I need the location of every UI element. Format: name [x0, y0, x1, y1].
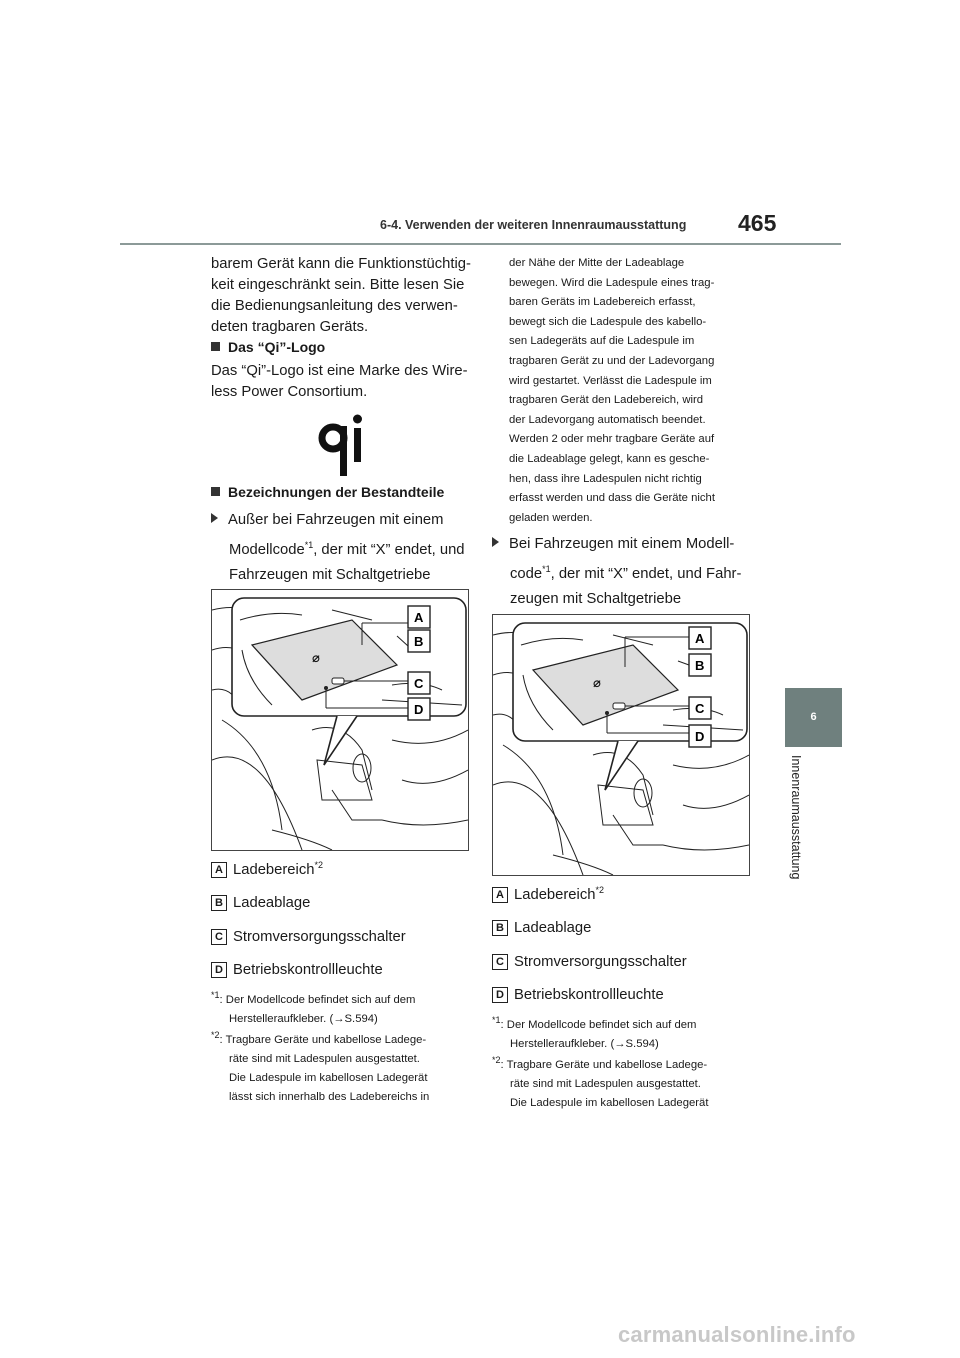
sub-heading-right: Bei Fahrzeugen mit einem Modell- code$^{*1}$, der mit “X” endet, und Fahr- zeugen mit Schaltgetriebe — [492, 532, 752, 612]
svg-text:⌀: ⌀ — [312, 651, 320, 666]
legend-item-c: C Stromversorgungsschalter — [211, 929, 406, 945]
footnote-1: $^{*1}$: Der Modellcode befindet sich auf dem Herstelleraufkleber. (→S.594) — [492, 1015, 697, 1050]
watermark: carmanualsonline.info — [618, 1322, 856, 1347]
chapter-tab: 6 — [785, 688, 842, 747]
square-bullet-icon — [211, 487, 220, 496]
callout-a: A — [414, 610, 424, 625]
qi-logo-icon — [316, 412, 372, 478]
callout-b: B — [414, 634, 424, 649]
legend-item-a: A Ladebereich$^{*2}$ — [492, 885, 604, 903]
header-divider — [120, 243, 841, 245]
triangle-bullet-icon — [492, 537, 499, 547]
qi-paragraph: Das “Qi”-Logo ist eine Marke des Wire- less Power Consortium. — [211, 363, 468, 400]
section-title: 6-4. Verwenden der weiteren Innenraumausstattung — [380, 218, 687, 232]
square-bullet-icon — [211, 342, 220, 351]
qi-heading: Das “Qi”-Logo — [211, 339, 325, 355]
console-illustration-left — [211, 589, 469, 851]
legend-item-c: C Stromversorgungsschalter — [492, 954, 687, 970]
triangle-bullet-icon — [211, 513, 218, 523]
page-number: 465 — [738, 210, 777, 236]
legend-item-b: B Ladeablage — [492, 920, 591, 936]
footnote-2: $^{*2}$: Tragbare Geräte und kabellose Ladege- räte sind mit Ladespulen ausgestattet. Die Ladespule im kabellosen Ladegerät — [492, 1055, 709, 1109]
legend-item-d: D Betriebskontrollleuchte — [492, 987, 664, 1003]
parts-heading: Bezeichnungen der Bestandteile — [211, 484, 444, 500]
footnote-2: $^{*2}$: Tragbare Geräte und kabellose Ladege- räte sind mit Ladespulen ausgestattet. Die Ladespule im kabellosen Ladegerät lässt sich innerhalb des Ladebereichs in — [211, 1030, 430, 1103]
callout-d: D — [414, 702, 424, 717]
legend-item-d: D Betriebskontrollleuchte — [211, 962, 383, 978]
svg-text:⌀: ⌀ — [593, 676, 601, 691]
intro-paragraph: barem Gerät kann die Funktionstüchtig- keit eingeschränkt sein. Bitte lesen Sie die Bedienungsanleitung des verwen- deten tragbaren Geräts. — [211, 256, 471, 335]
legend-item-b: B Ladeablage — [211, 895, 310, 911]
console-illustration-right — [492, 614, 750, 876]
callout-c: C — [414, 676, 424, 691]
chapter-label: Innenraumausstattung — [789, 755, 803, 880]
continuation-paragraph: der Nähe der Mitte der Ladeablage bewegen. Wird die Ladespule eines trag- baren Geräts im Ladebereich erfasst, bewegt sich die Ladespule des kabello- sen Ladegeräts auf die Ladespule im tragbaren Gerät zu und der Ladevorgang wird gestartet. Verlässt die Ladespule im tragbaren Gerät den Ladebereich, wird der Ladevorgang automatisch beendet. Werden 2 oder mehr tragbare Geräte auf die Ladeablage gelegt, kann es gesche- hen, dass ihre Ladespulen nicht richtig erfasst werden und dass die Geräte nicht geladen werden. — [509, 257, 715, 524]
legend-item-a: A Ladebereich$^{*2}$ — [211, 860, 323, 878]
sub-heading-left: Außer bei Fahrzeugen mit einem Modellcode$^{*1}$, der mit “X” endet, und Fahrzeugen mit Schaltgetriebe — [211, 508, 471, 588]
callout-b: B — [695, 658, 705, 673]
callout-c: C — [695, 701, 705, 716]
callout-d: D — [695, 729, 705, 744]
footnote-1: $^{*1}$: Der Modellcode befindet sich auf dem Herstelleraufkleber. (→S.594) — [211, 990, 416, 1025]
callout-a: A — [695, 631, 705, 646]
